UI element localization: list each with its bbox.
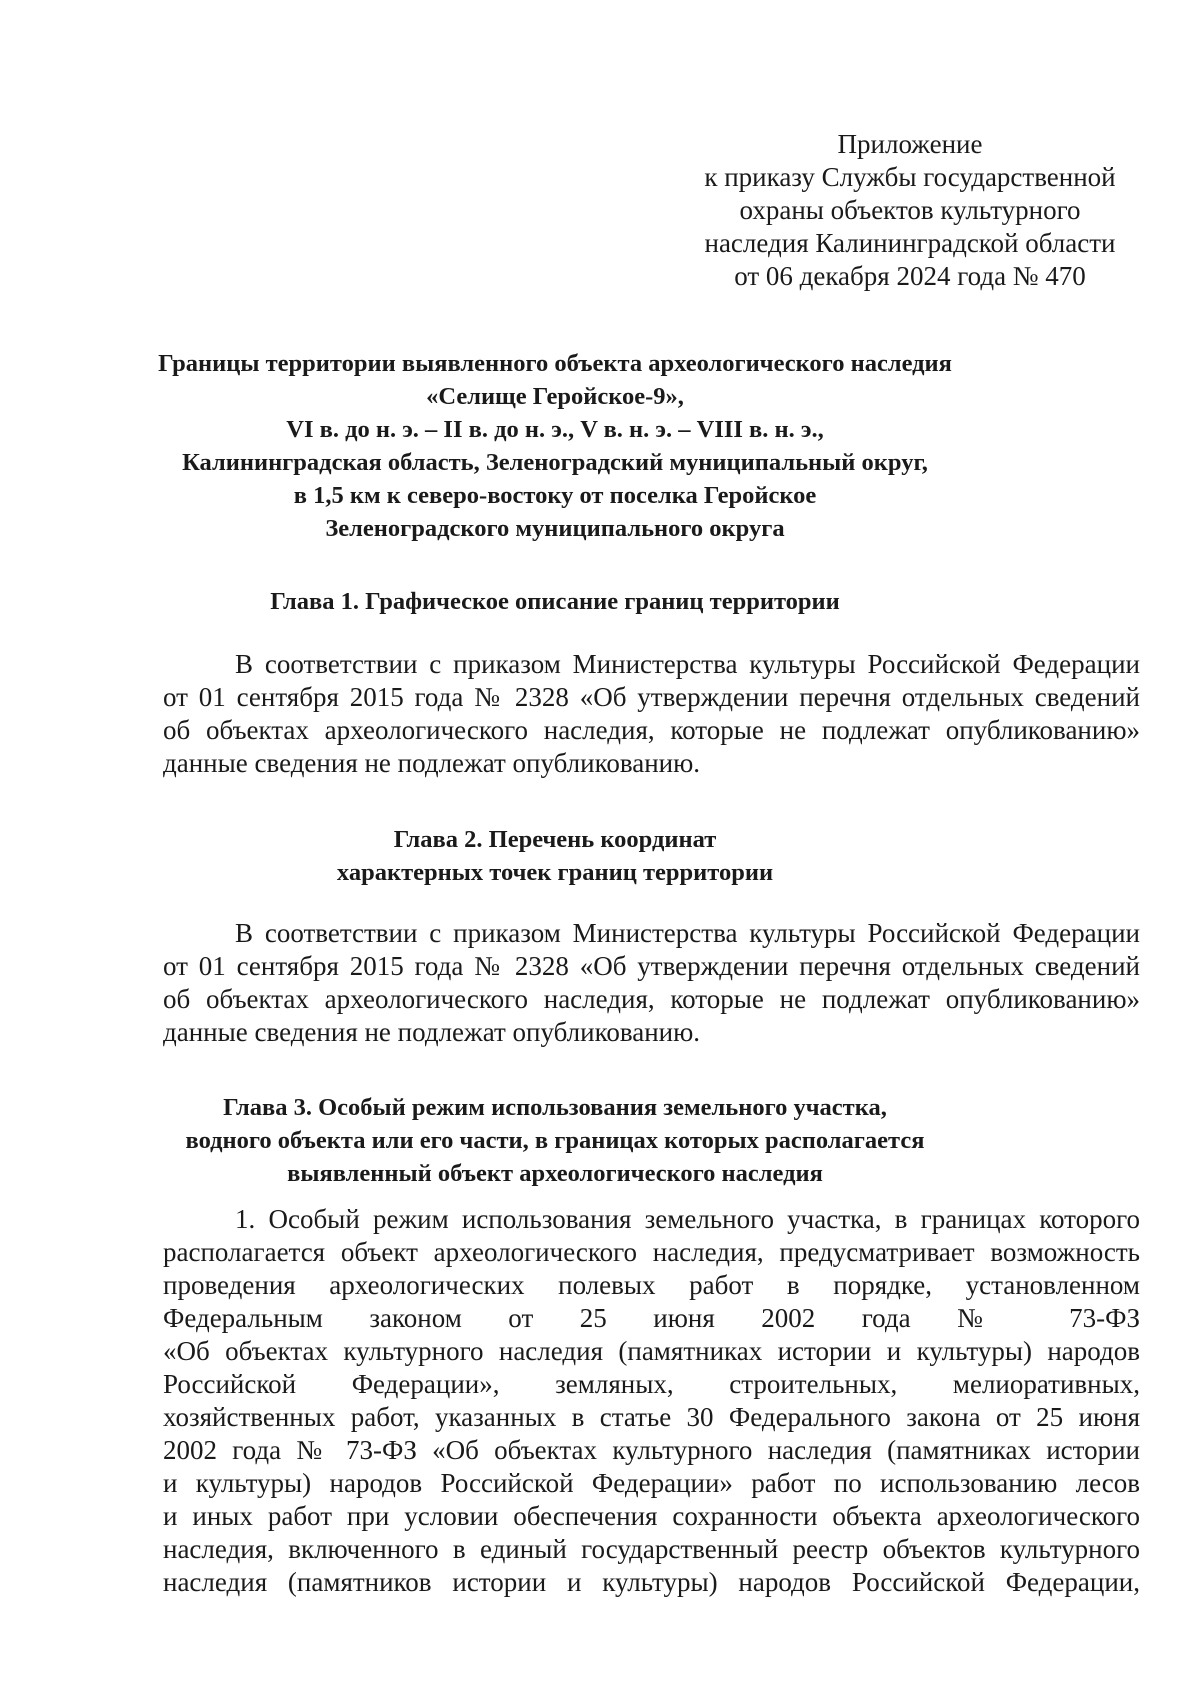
document-title — [0, 347, 1110, 545]
appendix-line: от 06 декабря 2024 года № 470 — [734, 261, 1086, 291]
paragraph-line: В соответствии с приказом Министерства культуры Российской Федерации — [235, 918, 1140, 948]
paragraph-line: 2002 года № 73-ФЗ «Об объектах культурного наследия (памятниках истории — [163, 1435, 1140, 1465]
paragraph-line: проведения археологических полевых работ в порядке, установленном — [163, 1270, 1140, 1300]
paragraph-line: наследия, включенного в единый государственный реестр объектов культурного — [163, 1534, 1140, 1564]
chapter-2-paragraph — [163, 917, 1140, 1049]
paragraph-line: от 01 сентября 2015 года № 2328 «Об утверждении перечня отдельных сведений — [163, 951, 1140, 981]
paragraph-line: об объектах археологического наследия, которые не подлежат опубликованию» — [163, 984, 1140, 1014]
chapter-3-paragraph — [163, 1203, 1140, 1599]
heading-line: выявленный объект археологического наследия — [287, 1160, 823, 1187]
appendix-line: наследия Калининградской области — [704, 228, 1116, 258]
paragraph-line: Российской Федерации», земляных, строительных, мелиоративных, — [163, 1369, 1140, 1399]
paragraph-line: 1. Особый режим использования земельного участка, в границах которого — [235, 1204, 1140, 1234]
paragraph-line: хозяйственных работ, указанных в статье 30 Федерального закона от 25 июня — [163, 1402, 1140, 1432]
heading-line: водного объекта или его части, в границах которых располагается — [185, 1127, 925, 1154]
appendix-line: Приложение — [837, 129, 983, 159]
title-line: «Селище Геройское-9», — [426, 383, 684, 410]
paragraph-line: «Об объектах культурного наследия (памятниках истории и культуры) народов — [163, 1336, 1140, 1366]
chapter-1-heading — [0, 585, 1110, 618]
paragraph-line: об объектах археологического наследия, которые не подлежат опубликованию» — [163, 715, 1140, 745]
chapter-1-paragraph — [163, 648, 1140, 780]
heading-line: Глава 2. Перечень координат — [393, 826, 717, 853]
appendix-header — [660, 128, 1160, 293]
paragraph-line: от 01 сентября 2015 года № 2328 «Об утверждении перечня отдельных сведений — [163, 682, 1140, 712]
chapter-3-heading — [0, 1091, 1110, 1190]
paragraph-line: располагается объект археологического наследия, предусматривает возможность — [163, 1237, 1140, 1267]
paragraph-line: Федеральным законом от 25 июня 2002 года № 73-ФЗ — [163, 1303, 1140, 1333]
paragraph-line: В соответствии с приказом Министерства культуры Российской Федерации — [235, 649, 1140, 679]
chapter-2-heading — [0, 823, 1110, 889]
paragraph-line: и культуры) народов Российской Федерации» работ по использованию лесов — [163, 1468, 1140, 1498]
title-line: Зеленоградского муниципального округа — [325, 515, 785, 542]
appendix-line: к приказу Службы государственной — [704, 162, 1116, 192]
paragraph-line: данные сведения не подлежат опубликованию. — [163, 748, 701, 778]
title-line: VI в. до н. э. – II в. до н. э., V в. н. э. – VIII в. н. э., — [286, 416, 824, 443]
appendix-line: охраны объектов культурного — [739, 195, 1081, 225]
heading-line: характерных точек границ территории — [336, 859, 774, 886]
title-line: Границы территории выявленного объекта археологического наследия — [158, 350, 952, 377]
paragraph-line: данные сведения не подлежат опубликованию. — [163, 1017, 701, 1047]
heading-line: Глава 1. Графическое описание границ территории — [270, 588, 840, 615]
paragraph-line: и иных работ при условии обеспечения сохранности объекта археологического — [163, 1501, 1140, 1531]
paragraph-line: наследия (памятников истории и культуры) народов Российской Федерации, — [163, 1567, 1140, 1597]
title-line: Калининградская область, Зеленоградский муниципальный округ, — [182, 449, 928, 476]
title-line: в 1,5 км к северо-востоку от поселка Геройское — [293, 482, 817, 509]
heading-line: Глава 3. Особый режим использования земельного участка, — [223, 1094, 887, 1121]
